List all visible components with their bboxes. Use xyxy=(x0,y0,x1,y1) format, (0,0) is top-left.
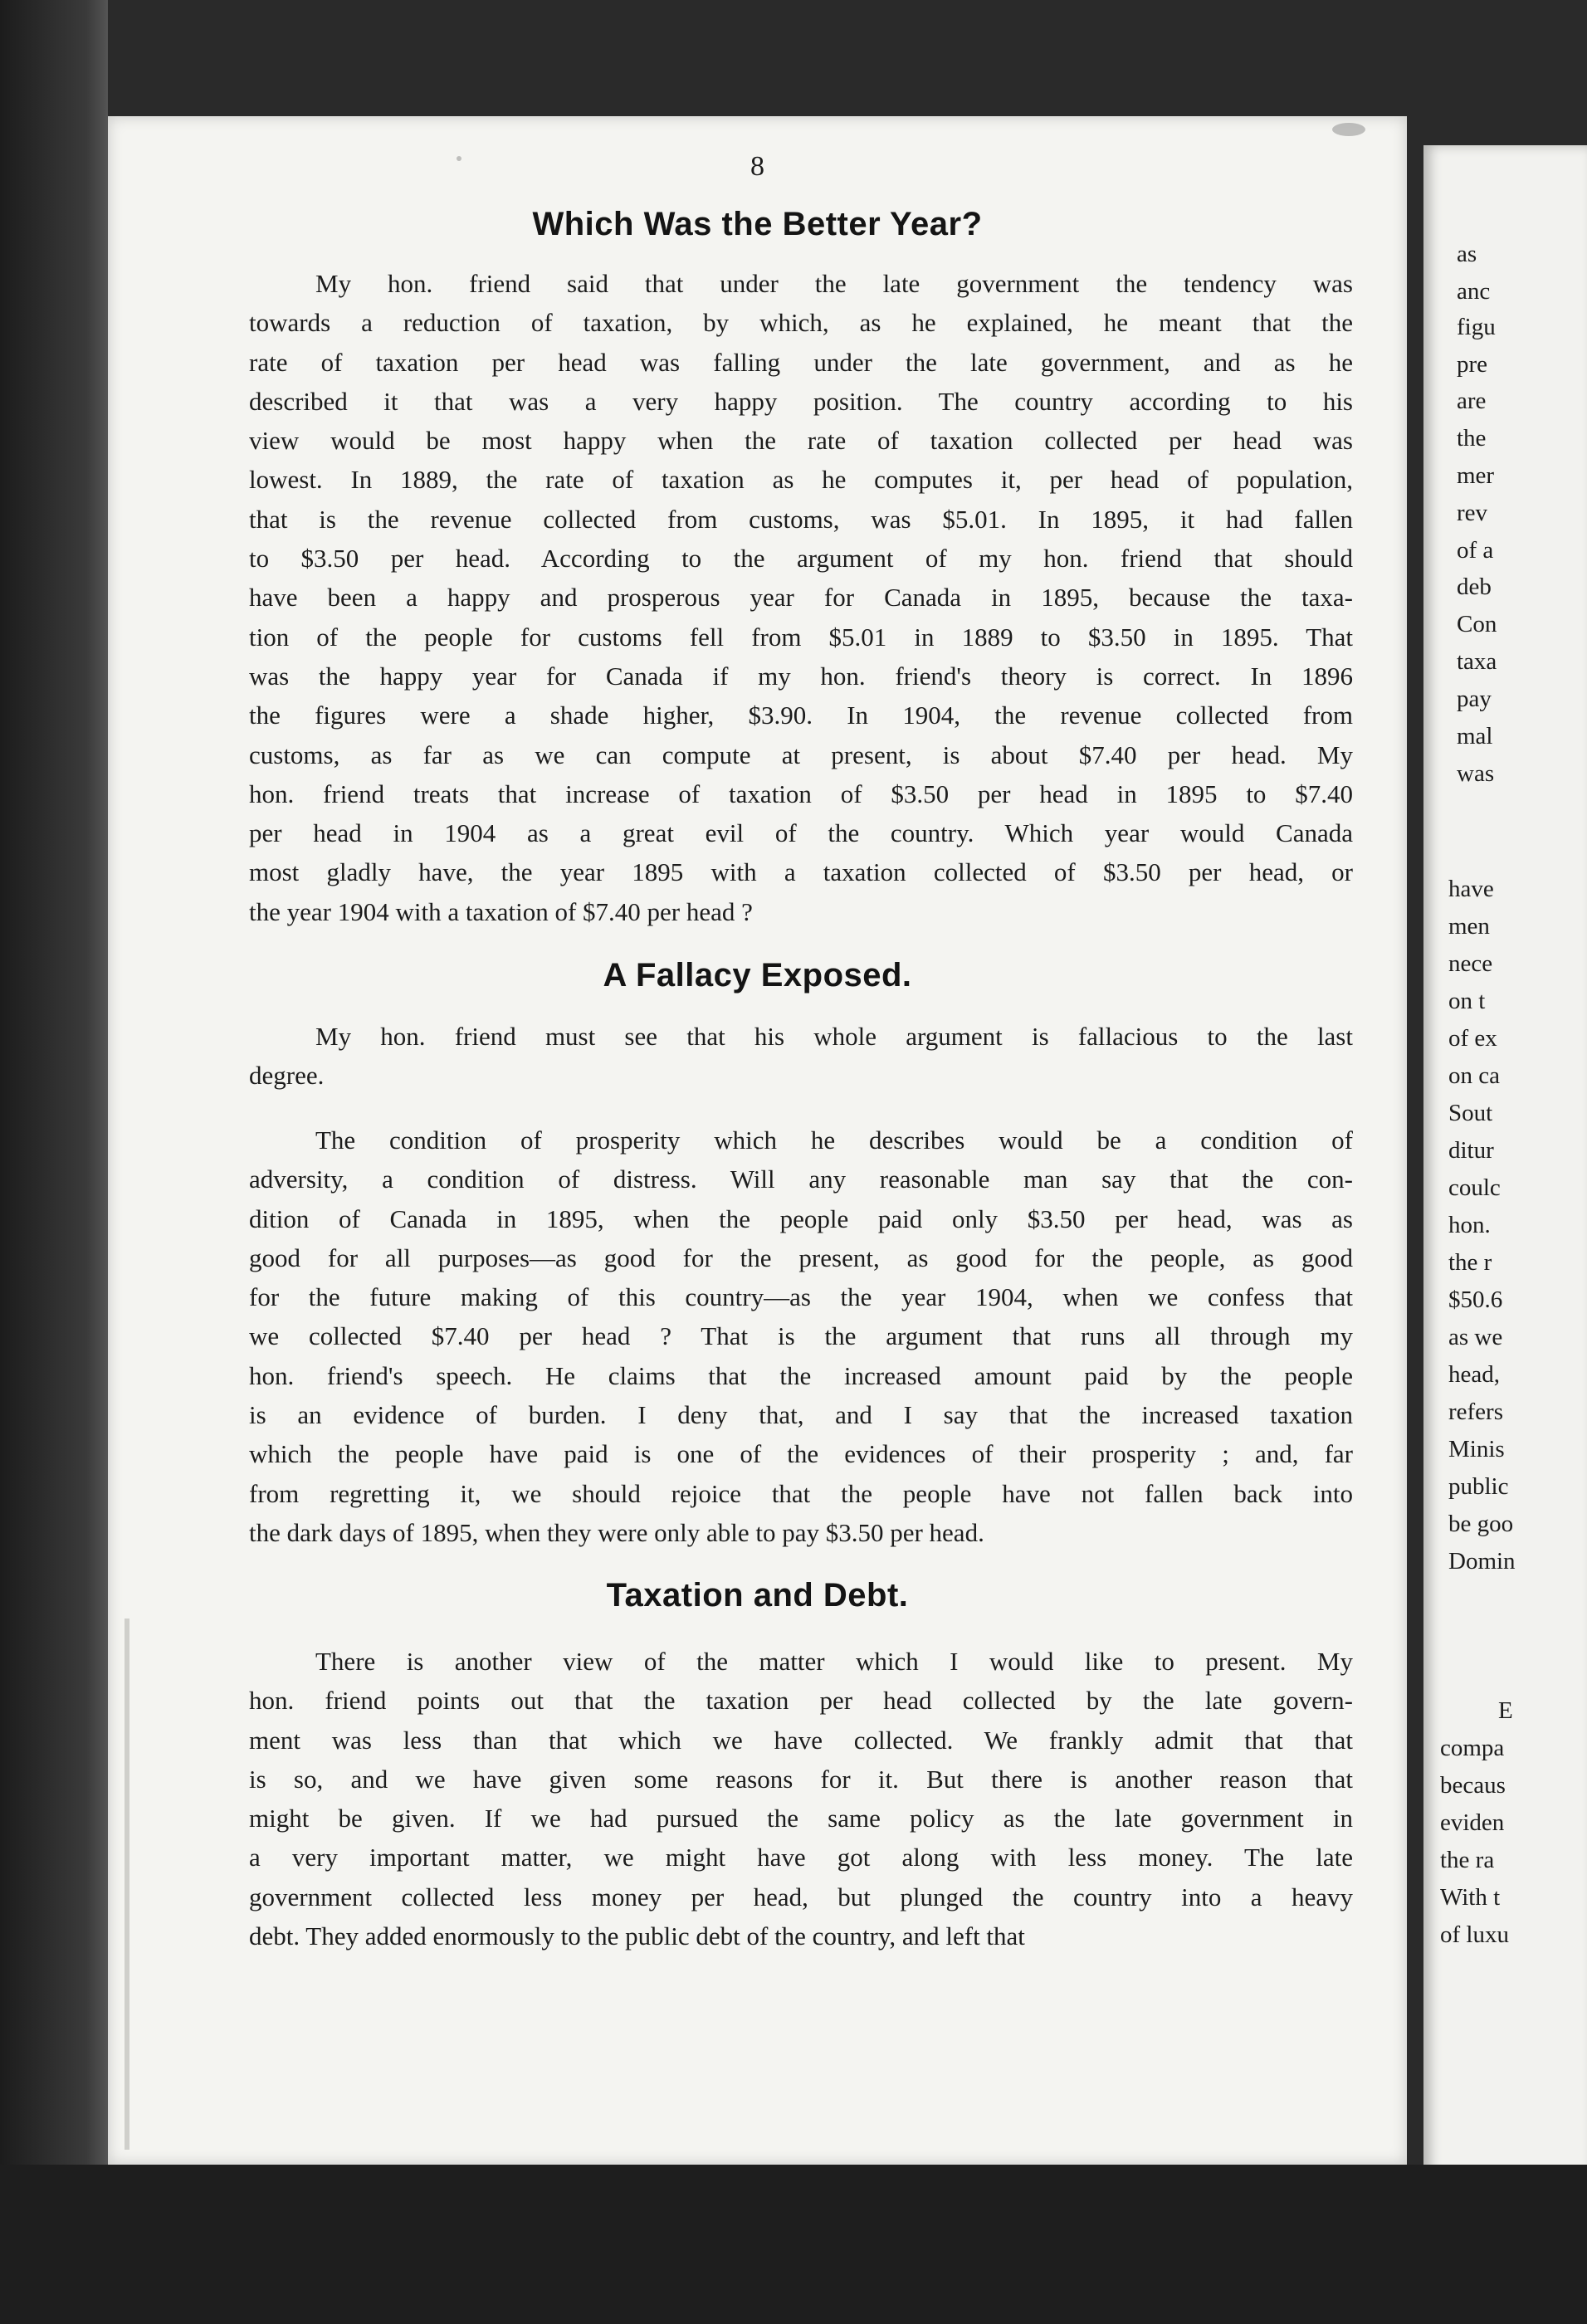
text-line: debt. They added enormously to the public debt of the country, and left that xyxy=(249,1921,1025,1951)
paragraph-fallacy-body xyxy=(249,1120,1353,1552)
facing-page-text-fragment: deb xyxy=(1457,574,1492,600)
left-gutter xyxy=(0,0,108,2324)
text-line: hon. friend treats that increase of taxation of $3.50 per head in 1895 to $7.40 xyxy=(249,779,1353,808)
facing-page-text-fragment: have xyxy=(1448,876,1494,902)
facing-page-text-fragment: compa xyxy=(1440,1735,1505,1761)
facing-page-text-fragment: of a xyxy=(1457,537,1494,564)
facing-page-text-fragment: of luxu xyxy=(1440,1921,1509,1948)
text-line: was the happy year for Canada if my hon. friend's theory is correct. In 1896 xyxy=(249,661,1353,691)
facing-page-text-fragment: men xyxy=(1448,913,1490,940)
text-line: ment was less than that which we have collected. We frankly admit that that xyxy=(249,1725,1353,1755)
text-line: towards a reduction of taxation, by which, as he explained, he meant that the xyxy=(249,308,1353,338)
text-line: The condition of prosperity which he describes would be a condition of xyxy=(315,1125,1353,1155)
facing-page-text-fragment: was xyxy=(1457,760,1495,787)
facing-page-text-fragment: eviden xyxy=(1440,1809,1505,1836)
facing-page-text-fragment: on ca xyxy=(1448,1062,1500,1089)
facing-page-text-fragment: Minis xyxy=(1448,1436,1505,1462)
facing-page-text-fragment: public xyxy=(1448,1473,1509,1500)
facing-page-text-fragment: taxa xyxy=(1457,648,1497,675)
text-line: for the future making of this country—as the year 1904, when we confess that xyxy=(249,1282,1353,1312)
facing-page-text-fragment: of ex xyxy=(1448,1025,1497,1052)
text-line: is an evidence of burden. I deny that, and I say that the increased taxation xyxy=(249,1400,1353,1430)
paragraph-fallacy-intro xyxy=(249,1017,1353,1096)
facing-page-text-fragment: as xyxy=(1457,241,1477,267)
facing-page-text-fragment: pay xyxy=(1457,686,1492,712)
text-line: adversity, a condition of distress. Will any reasonable man say that the con- xyxy=(249,1164,1353,1194)
text-line: rate of taxation per head was falling under the late government, and as he xyxy=(249,347,1353,377)
facing-page-text-fragment: head, xyxy=(1448,1361,1500,1388)
text-line: the figures were a shade higher, $3.90. In 1904, the revenue collected from xyxy=(249,701,1353,730)
text-line: My hon. friend said that under the late government the tendency was xyxy=(315,269,1353,298)
text-line: good for all purposes—as good for the present, as good for the people, as good xyxy=(249,1243,1353,1272)
text-line: from regretting it, we should rejoice that the people have not fallen back into xyxy=(249,1478,1353,1508)
text-line: we collected $7.40 per head ? That is the argument that runs all through my xyxy=(249,1321,1353,1351)
facing-page-text-fragment: the ra xyxy=(1440,1847,1495,1873)
text-line: the year 1904 with a taxation of $7.40 per head ? xyxy=(249,896,753,926)
facing-page-text-fragment: as we xyxy=(1448,1324,1503,1350)
section-heading-better-year: Which Was the Better Year? xyxy=(532,206,983,242)
facing-page-text-fragment: With t xyxy=(1440,1884,1501,1911)
text-line: a very important matter, we might have got along with less money. The late xyxy=(249,1843,1353,1872)
facing-page-text-fragment: coulc xyxy=(1448,1174,1501,1201)
facing-page-text-fragment: refers xyxy=(1448,1399,1504,1425)
text-line: hon. friend points out that the taxation per head collected by the late govern- xyxy=(249,1686,1353,1716)
text-line: tion of the people for customs fell from $5.01 in 1889 to $3.50 in 1895. That xyxy=(249,622,1353,652)
text-line: There is another view of the matter which I would like to present. My xyxy=(315,1647,1353,1676)
text-line: the dark days of 1895, when they were only able to pay $3.50 per head. xyxy=(249,1517,984,1547)
page-edge-shadow xyxy=(125,1618,129,2150)
facing-page-text-fragment: nece xyxy=(1448,950,1493,977)
text-line: per head in 1904 as a great evil of the country. Which year would Canada xyxy=(249,818,1353,848)
facing-page-text-fragment: the xyxy=(1457,425,1487,452)
scan-smudge xyxy=(1332,123,1365,136)
facing-page-text-fragment: ditur xyxy=(1448,1137,1494,1164)
paragraph-taxation-debt xyxy=(249,1642,1353,1955)
facing-page-text-fragment: becaus xyxy=(1440,1772,1506,1799)
paragraph-better-year xyxy=(249,264,1353,931)
text-line: hon. friend's speech. He claims that the increased amount paid by the people xyxy=(249,1360,1353,1390)
text-line: government collected less money per head, but plunged the country into a heavy xyxy=(249,1882,1353,1911)
text-line: most gladly have, the year 1895 with a taxation collected of $3.50 per head, or xyxy=(249,857,1353,887)
text-line: that is the revenue collected from customs, was $5.01. In 1895, it had fallen xyxy=(249,504,1353,534)
facing-page-text-fragment: rev xyxy=(1457,500,1488,526)
facing-page-text-fragment: figu xyxy=(1457,314,1496,340)
facing-page-text-fragment: Con xyxy=(1457,611,1497,637)
text-line: view would be most happy when the rate of taxation collected per head was xyxy=(249,426,1353,456)
text-line: to $3.50 per head. According to the argument of my hon. friend that should xyxy=(249,544,1353,574)
facing-page-text-fragment: on t xyxy=(1448,988,1486,1014)
facing-page-text-fragment: anc xyxy=(1457,278,1491,305)
document-page xyxy=(108,116,1407,2165)
bottom-background xyxy=(0,2165,1587,2324)
text-line: might be given. If we had pursued the same policy as the late government in xyxy=(249,1804,1353,1833)
text-line: which the people have paid is one of the evidences of their prosperity ; and, far xyxy=(249,1439,1353,1469)
facing-page-text-fragment: Domin xyxy=(1448,1548,1516,1575)
facing-page-text-fragment: pre xyxy=(1457,351,1488,378)
text-line: is so, and we have given some reasons for it. But there is another reason that xyxy=(249,1764,1353,1794)
section-heading-fallacy: A Fallacy Exposed. xyxy=(603,957,912,994)
facing-page-text-fragment: E xyxy=(1498,1697,1513,1724)
page-number: 8 xyxy=(750,151,764,182)
facing-page-text-fragment: are xyxy=(1457,388,1487,414)
facing-page-text-fragment: Sout xyxy=(1448,1100,1493,1126)
text-line: have been a happy and prosperous year for Canada in 1895, because the taxa- xyxy=(249,583,1353,613)
scan-speck xyxy=(457,156,461,161)
facing-page-text-fragment: the r xyxy=(1448,1249,1492,1276)
section-heading-taxation-debt: Taxation and Debt. xyxy=(606,1577,909,1614)
facing-page-text-fragment: mal xyxy=(1457,723,1493,749)
text-line: lowest. In 1889, the rate of taxation as he computes it, per head of population, xyxy=(249,465,1353,495)
facing-page-text-fragment: $50.6 xyxy=(1448,1286,1503,1313)
text-line: dition of Canada in 1895, when the people paid only $3.50 per head, was as xyxy=(249,1204,1353,1233)
text-line: degree. xyxy=(249,1061,325,1091)
facing-page-text-fragment: hon. xyxy=(1448,1212,1491,1238)
text-line: described it that was a very happy position. The country according to his xyxy=(249,386,1353,416)
text-line: customs, as far as we can compute at present, is about $7.40 per head. My xyxy=(249,740,1353,769)
facing-page-text-fragment: mer xyxy=(1457,462,1495,489)
facing-page xyxy=(1423,145,1587,2179)
text-line: My hon. friend must see that his whole argument is fallacious to the last xyxy=(315,1022,1353,1051)
facing-page-text-fragment: be goo xyxy=(1448,1511,1514,1537)
